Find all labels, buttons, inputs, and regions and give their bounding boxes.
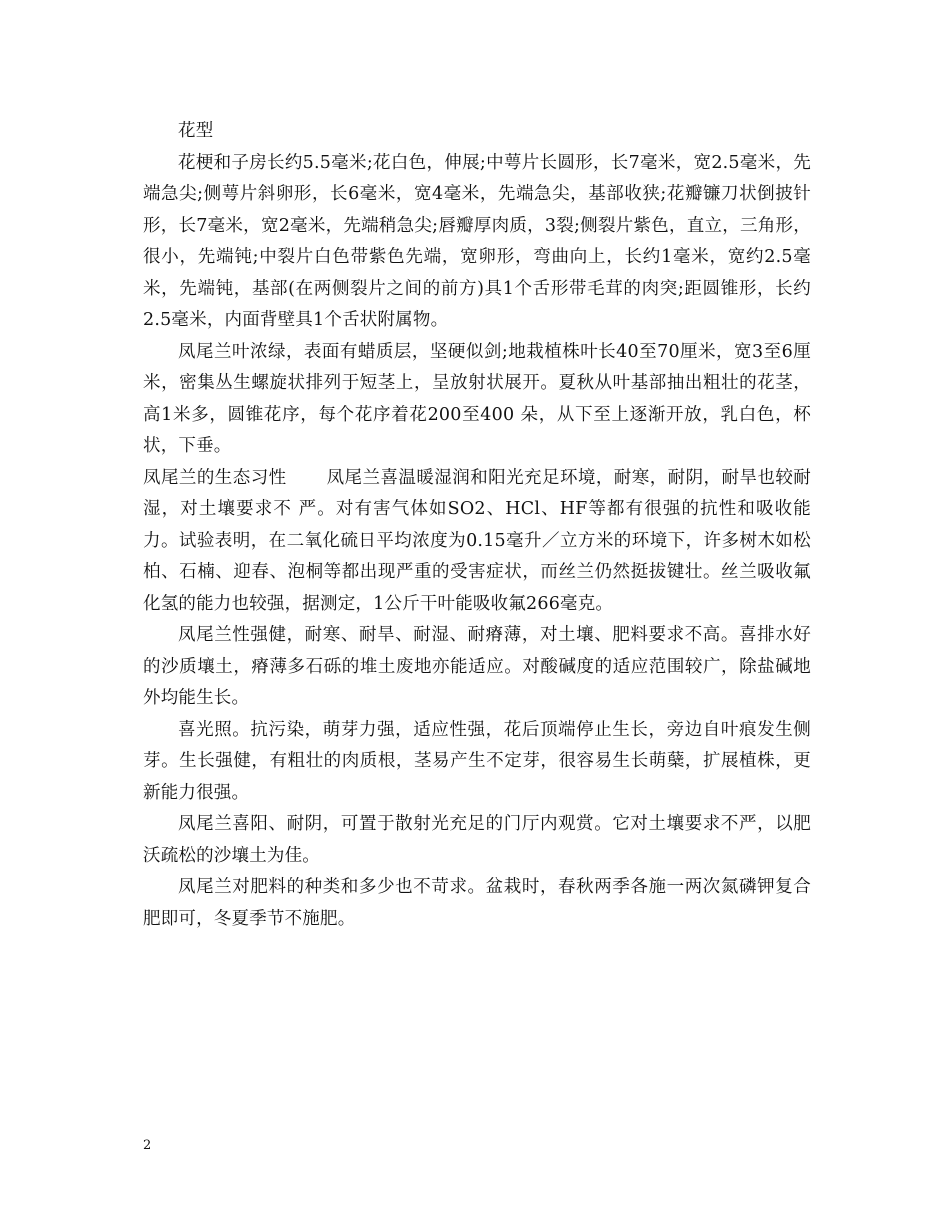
paragraph-flower-description: 花梗和子房长约5.5毫米;花白色，伸展;中萼片长圆形，长7毫米，宽2.5毫米，先端急尖;侧萼片斜卵形，长6毫米，宽4毫米，先端急尖，基部收狭;花瓣镰刀状倒披针形，长7毫米，宽2毫米，先端稍急尖;唇瓣厚肉质，3裂;侧裂片紫色，直立，三角形，很小，先端钝;中裂片白色带紫色先端，宽卵形，弯曲向上，长约1毫米，宽约2.5毫米，先端钝，基部(在两侧裂片之间的前方)具1个舌形带毛茸的肉突;距圆锥形，长约2.5毫米，内面背壁具1个舌状附属物。 bbox=[143, 152, 811, 330]
paragraph-ecology bbox=[143, 463, 811, 621]
paragraph-hardiness: 凤尾兰性强健，耐寒、耐旱、耐湿、耐瘠薄，对土壤、肥料要求不高。喜排水好的沙质壤土，瘠薄多石砾的堆土废地亦能适应。对酸碱度的适应范围较广，除盐碱地外均能生长。 bbox=[143, 625, 811, 708]
inline-heading-ecology: 凤尾兰的生态习性 bbox=[143, 467, 287, 488]
paragraph-light-growth: 喜光照。抗污染，萌芽力强，适应性强，花后顶端停止生长，旁边自叶痕发生侧芽。生长强健，有粗壮的肉质根，茎易产生不定芽，很容易生长萌蘖，扩展植株，更新能力很强。 bbox=[143, 719, 811, 803]
paragraph-placement: 凤尾兰喜阳、耐阴，可置于散射光充足的门厅内观赏。它对土壤要求不严，以肥沃疏松的沙壤土为佳。 bbox=[143, 814, 811, 866]
paragraph-fertilizer: 凤尾兰对肥料的种类和多少也不苛求。盆栽时，春秋两季各施一两次氮磷钾复合肥即可，冬夏季节不施肥。 bbox=[143, 877, 811, 929]
paragraph-ecology-text: 凤尾兰喜温暖湿润和阳光充足环境，耐寒，耐阴，耐旱也较耐湿，对土壤要求不 严。对有害气体如SO2、HCl、HF等都有很强的抗性和吸收能力。试验表明，在二氧化硫日平均浓度为0.15毫升／立方米的环境下，许多树木如松柏、石楠、迎春、泡桐等都出现严重的受害症状，而丝兰仍然挺拔键壮。丝兰吸收氟化氢的能力也较强，据测定，1公斤干叶能吸收氟266毫克。 bbox=[143, 467, 811, 614]
page-number: 2 bbox=[143, 1138, 152, 1153]
section-heading-flower-type: 花型 bbox=[178, 121, 214, 141]
paragraph-leaf-description: 凤尾兰叶浓绿，表面有蜡质层，坚硬似剑;地栽植株叶长40至70厘米，宽3至6厘米，密集丛生螺旋状排列于短茎上，呈放射状展开。夏秋从叶基部抽出粗壮的花茎，高1米多，圆锥花序，每个花序着花200至400 朵，从下至上逐渐开放，乳白色，杯状，下垂。 bbox=[143, 341, 811, 456]
document-body bbox=[143, 116, 811, 935]
